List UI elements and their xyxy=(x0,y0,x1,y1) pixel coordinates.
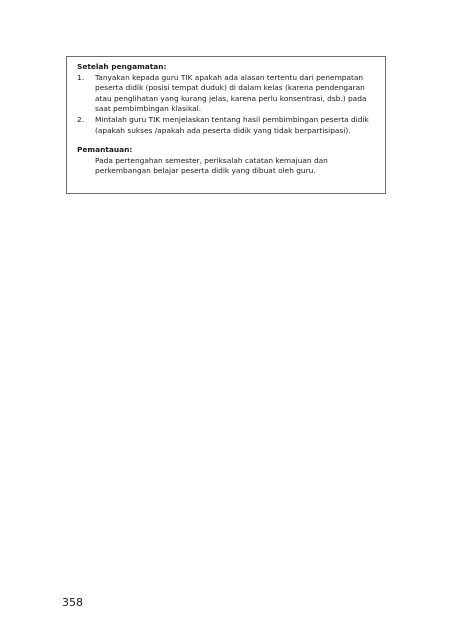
page-number: 358 xyxy=(62,596,83,609)
list-item-number: 1. xyxy=(77,72,85,82)
monitoring-paragraph: Pada pertengahan semester, periksalah catatan kemajuan dan perkembangan belajar peserta didik yang dibuat oleh guru. xyxy=(95,155,328,176)
list-item xyxy=(77,115,377,136)
list-item xyxy=(77,73,377,115)
list-item-text: Mintalah guru TIK menjelaskan tentang hasil pembimbingan peserta didik (apakah sukses /apakah ada peserta didik yang tidak berpartisipasi). xyxy=(95,114,369,135)
list-item-text: Tanyakan kepada guru TIK apakah ada alasan tertentu dari penempatan peserta didik (posisi tempat duduk) di dalam kelas (karena pendengaran atau penglihatan yang kurang jelas, karena perlu konsentrasi, dsb.) pada saat pembimbingan klasikal. xyxy=(95,72,367,114)
heading-monitoring: Pemantauan: xyxy=(77,145,133,155)
list-item-number: 2. xyxy=(77,114,85,124)
heading-after-observation: Setelah pengamatan: xyxy=(77,62,167,71)
after-observation-list xyxy=(77,73,377,137)
section-spacer xyxy=(77,136,377,145)
observation-note-box xyxy=(66,56,386,194)
